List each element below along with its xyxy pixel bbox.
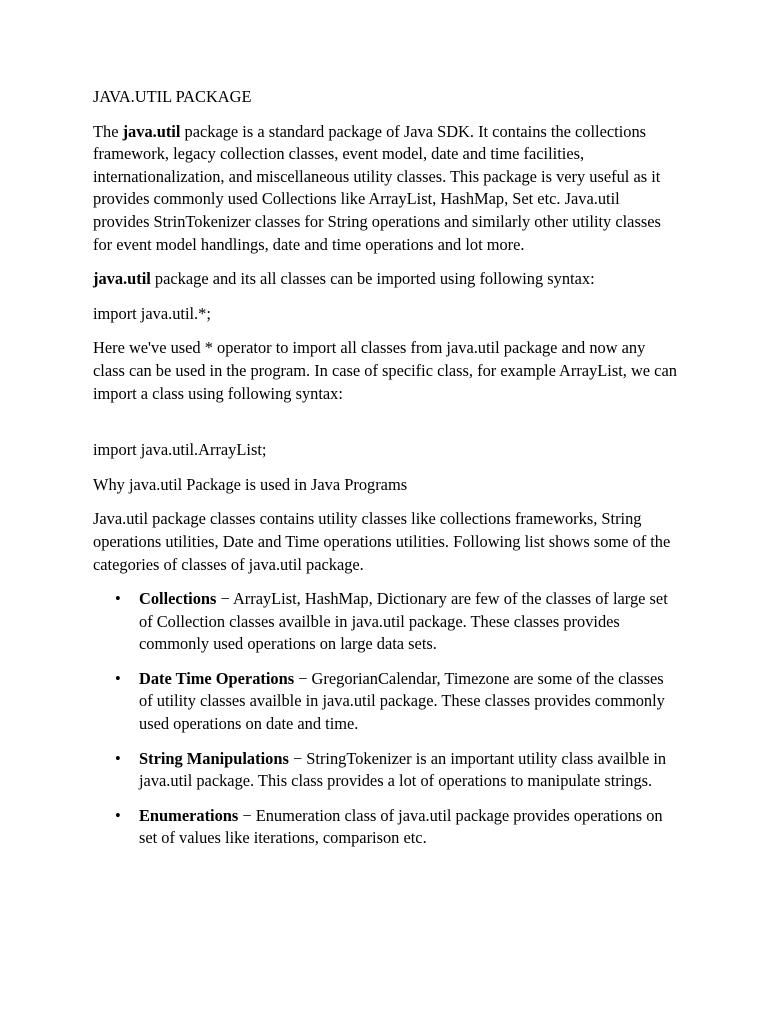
category-title: Date Time Operations <box>139 668 295 688</box>
category-title: Enumerations <box>139 805 239 825</box>
why-heading: Why java.util Package is used in Java Programs <box>93 474 408 494</box>
intro-lead: The <box>93 121 123 141</box>
bullet-icon: • <box>115 668 121 688</box>
category-text: − StringTokenizer is an important utility class availble in java.util package. This class provides a lot of operations to manipulate strings. <box>139 748 667 791</box>
import-intro-rest: package and its all classes can be imported using following syntax: <box>150 269 595 289</box>
list-item-string-manipulations <box>93 748 677 793</box>
bullet-icon: • <box>115 748 121 768</box>
list-item-enumerations <box>93 805 677 850</box>
document-heading: JAVA.UTIL PACKAGE <box>93 87 252 106</box>
bullet-icon: • <box>115 589 121 609</box>
import-all-statement: import java.util.*; <box>93 303 211 323</box>
category-text: − GregorianCalendar, Timezone are some of the classes of utility classes availble in java.util package. These classes provides commonly used operations on date and time. <box>139 668 665 734</box>
intro-bold-term: java.util <box>122 121 181 141</box>
explanation-paragraph: Here we've used * operator to import all classes from java.util package and now any class can be used in the program. In case of specific class, for example ArrayList, we can import a class using following syntax: <box>93 338 677 403</box>
category-title: Collections <box>139 589 217 609</box>
list-item-date-time-operations <box>93 668 677 736</box>
bullet-icon: • <box>115 805 121 825</box>
why-paragraph: Java.util package classes contains utility classes like collections frameworks, String operations utilities, Date and Time operations utilities. Following list shows some of the categories of classes of java.util package. <box>93 509 671 574</box>
intro-paragraph <box>93 121 677 257</box>
categories-list <box>93 588 677 850</box>
document-page <box>93 86 677 862</box>
category-text: − Enumeration class of java.util package provides operations on set of values like iterations, comparison etc. <box>139 805 663 848</box>
list-item-collections <box>93 588 677 656</box>
category-text: − ArrayList, HashMap, Dictionary are few of the classes of large set of Collection classes availble in java.util package. These classes provides commonly used operations on large data sets. <box>139 589 668 654</box>
import-intro-paragraph <box>93 268 677 291</box>
intro-rest: package is a standard package of Java SDK. It contains the collections framework, legacy collection classes, event model, date and time facilities, internationalization, and miscellaneous utility classes. This package is very useful as it provides commonly used Collections like ArrayList, HashMap, Set etc. Java.util provides StrinTokenizer classes for String operations and similarly other utility classes for event model handlings, date and time operations and lot more. <box>93 121 661 254</box>
import-intro-bold-term: java.util <box>93 269 151 289</box>
import-specific-statement: import java.util.ArrayList; <box>93 440 267 460</box>
category-title: String Manipulations <box>139 748 289 768</box>
